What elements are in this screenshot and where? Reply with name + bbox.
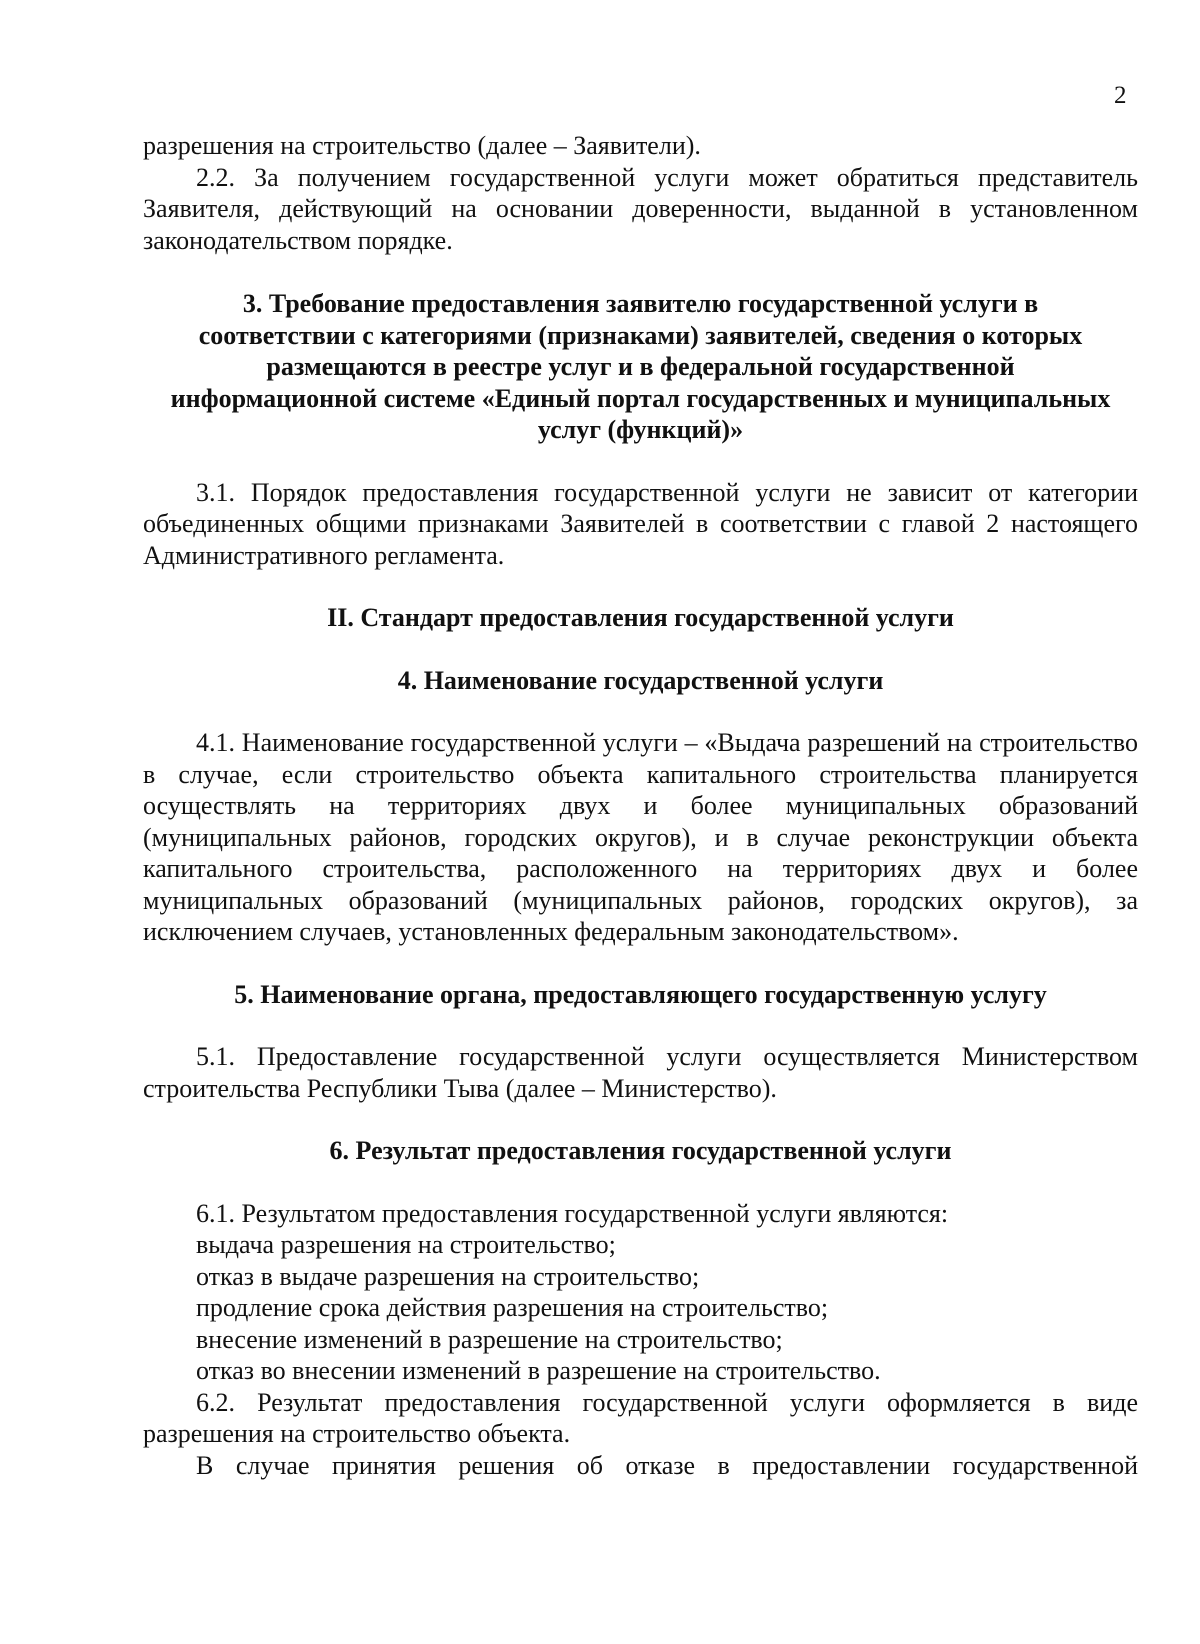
result-list	[143, 1229, 1138, 1387]
paragraph-5-1: 5.1. Предоставление государственной услуги осуществляется Министерством строительства Республики Тыва (далее – Министерство).	[143, 1042, 1138, 1103]
paragraph-6-1: 6.1. Результатом предоставления государственной услуги являются:	[196, 1198, 949, 1228]
heading-section-3: 3. Требование предоставления заявителю государственной услуги в соответствии с категориями (признаками) заявителей, сведения о которых размещаются в реестре услуг и в федеральной государственной информационной системе «Единый портал государственных и муниципальных услуг (функций)»	[170, 289, 1111, 444]
heading-section-5: 5. Наименование органа, предоставляющего государственную услугу	[234, 979, 1047, 1009]
heading-section-4: 4. Наименование государственной услуги	[397, 665, 884, 695]
list-item: продление срока действия разрешения на строительство;	[196, 1293, 829, 1322]
list-item: выдача разрешения на строительство;	[196, 1230, 616, 1259]
document-body	[143, 130, 1138, 1481]
paragraph-last-line: В случае принятия решения об отказе в предоставлении государственной	[196, 1450, 1138, 1480]
paragraph-2-2: 2.2. За получением государственной услуги может обратиться представитель Заявителя, действующий на основании доверенности, выданной в установленном законодательством порядке.	[143, 162, 1138, 255]
paragraph-6-2: 6.2. Результат предоставления государственной услуги оформляется в виде разрешения на строительство объекта.	[143, 1387, 1138, 1448]
paragraph-3-1: 3.1. Порядок предоставления государственной услуги не зависит от категории объединенных общими признаками Заявителей в соответствии с главой 2 настоящего Административного регламента.	[143, 477, 1138, 570]
list-item: отказ в выдаче разрешения на строительство;	[196, 1261, 700, 1291]
heading-chapter-II: II. Стандарт предоставления государственной услуги	[327, 603, 954, 632]
list-item: отказ во внесении изменений в разрешение на строительство.	[196, 1356, 881, 1385]
list-item: внесение изменений в разрешение на строительство;	[196, 1324, 783, 1354]
paragraph-continuation: разрешения на строительство (далее – Заявители).	[143, 131, 701, 160]
page-number: 2	[1114, 82, 1127, 109]
paragraph-4-1: 4.1. Наименование государственной услуги – «Выдача разрешений на строительство в случае, если строительство объекта капитального строительства планируется осуществлять на территориях двух и более муниципальных образований (муниципальных районов, городских округов), и в случае реконструкции объекта капитального строительства, расположенного на территориях двух и более муниципальных образований (муниципальных районов, городских округов), за исключением случаев, установленных федеральным законодательством».	[143, 728, 1138, 946]
heading-section-6: 6. Результат предоставления государственной услуги	[329, 1136, 952, 1165]
